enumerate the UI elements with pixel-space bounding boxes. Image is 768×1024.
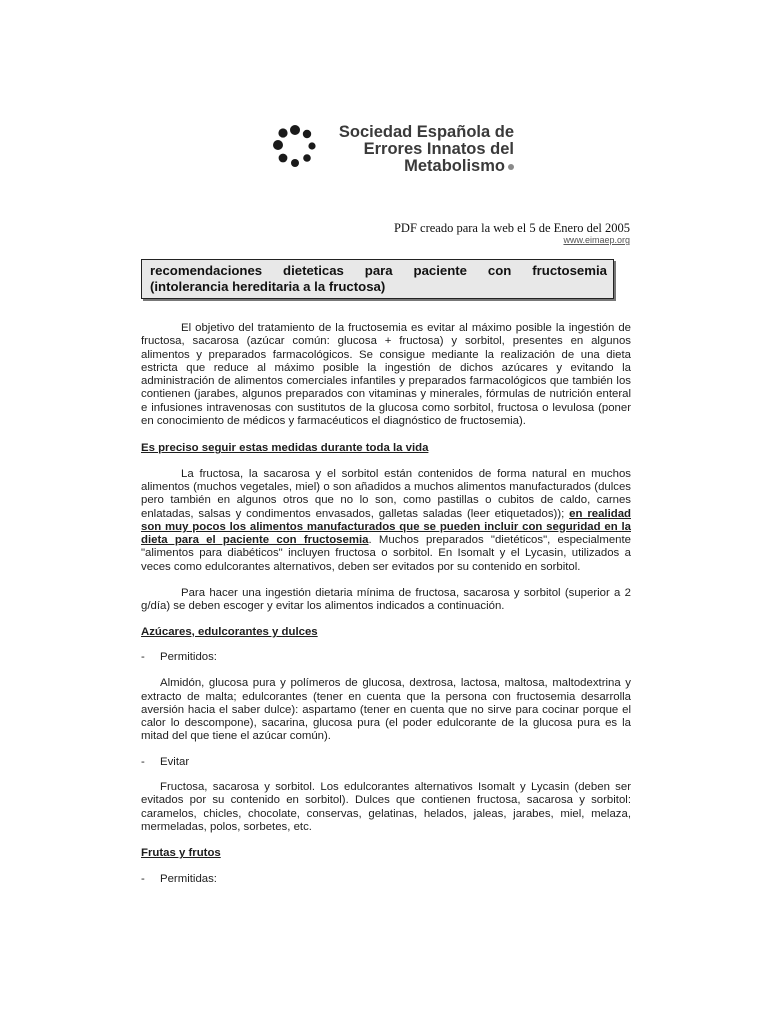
logo-dot-icon <box>508 164 514 170</box>
intro-paragraph: El objetivo del tratamiento de la fructosemia es evitar al máximo posible la ingestión de fructosa, sacarosa (azúcar común: glucosa + fructosa) y sorbitol, presentes en algunos alimentos y preparados farmacológicos. Se consigue mediante la realización de una dieta estricta que reduce al máximo posible la ingestión de dichos azúcares y evitando la administración de alimentos comerciales infantiles y preparados farmacológicos que también los contienen (jarabes, algunos preparados con vitaminas y minerales, fórmulas de nutrición enteral e infusiones intravenosas con sustitutos de la glucosa como sorbitol, fructosa o levulosa (poner en conocimiento de médicos y farmacéuticos el diagnóstico de fructosemia). <box>141 322 631 428</box>
logo-line-3: Metabolismo <box>404 157 505 175</box>
logo <box>272 124 512 174</box>
document-body <box>141 322 631 886</box>
permitidos-item <box>141 651 631 664</box>
logo-dots-icon <box>272 124 318 170</box>
website-link[interactable]: www.eimaep.org <box>563 235 630 245</box>
paragraph-natural-sources-emphasis: en realidad son muy pocos los alimentos manufacturados que se pueden incluir con seguridad en la dieta para el paciente con fructosemia <box>141 507 631 547</box>
list-dash: - <box>141 755 145 768</box>
logo-line-1: Sociedad Española de <box>338 123 514 141</box>
logo-text <box>318 124 514 175</box>
section-heading-sugars: Azúcares, edulcorantes y dulces <box>141 625 318 638</box>
paragraph-natural-sources-end: . Muchos preparados "dietéticos", especialmente "alimentos para diabéticos" incluyen fructosa o sorbitol. En Isomalt y el Lycasin, utilizados a veces como edulcorantes alternativos, deben ser evitados por su contenido en sorbitol. <box>141 534 631 573</box>
evitar-text: Fructosa, sacarosa y sorbitol. Los edulcorantes alternativos Isomalt y Lycasin (deben ser evitados por su contenido en sorbitol). Dulces que contienen fructosa, sacarosa y sorbitol: caramelos, chicles, chocolate, conservas, gelatinas, helados, jaleas, jarabes, miel, melaza, mermeladas, polos, sorbetes, etc. <box>141 781 631 833</box>
pdf-creation-note: PDF creado para la web el 5 de Enero del 2005 <box>393 221 630 235</box>
permitidas-label: Permitidas: <box>160 872 217 885</box>
list-dash: - <box>141 872 145 885</box>
evitar-item <box>141 756 631 769</box>
paragraph-natural-sources-start: La fructosa, la sacarosa y el sorbitol están contenidos de forma natural en muchos alimentos (muchos vegetales, miel) o son añadidos a muchos alimentos manufacturados (dulces pero también en algunos otros que no lo son, como pastillas o cubitos de caldo, carnes enlatadas, salsas y condimentos envasados, galletas saladas (leer etiquetados)); <box>141 467 631 520</box>
section-heading-lifelong: Es preciso seguir estas medidas durante toda la vida <box>141 442 429 455</box>
list-dash: - <box>141 650 145 663</box>
permitidas-item <box>141 873 631 886</box>
permitidos-label: Permitidos: <box>160 650 217 663</box>
document-title-line-2: (intolerancia hereditaria a la fructosa) <box>150 279 386 294</box>
paragraph-natural-sources <box>141 468 631 574</box>
document-title-box <box>141 259 614 299</box>
logo-line-2: Errores Innatos del <box>363 140 514 158</box>
paragraph-minimal-intake: Para hacer una ingestión dietaria mínima de fructosa, sacarosa y sorbitol (superior a 2 g/día) se deben escoger y evitar los alimentos indicados a continuación. <box>141 587 631 613</box>
permitidos-text: Almidón, glucosa pura y polímeros de glucosa, dextrosa, lactosa, maltosa, maltodextrina y extracto de malta; edulcorantes (tener en cuenta que la persona con fructosemia desarrolla aversión hacia el saber dulce): aspartamo (tener en cuenta que no sirve para cocinar porque el calor lo descompone), sacarina, glucosa pura (el poder edulcorante de la glucosa pura es la mitad del que tiene el azúcar común). <box>141 677 631 743</box>
section-heading-fruits: Frutas y frutos <box>141 847 221 860</box>
evitar-label: Evitar <box>160 755 190 768</box>
document-title-line-1: recomendaciones dieteticas para paciente con fructosemia <box>150 263 607 278</box>
